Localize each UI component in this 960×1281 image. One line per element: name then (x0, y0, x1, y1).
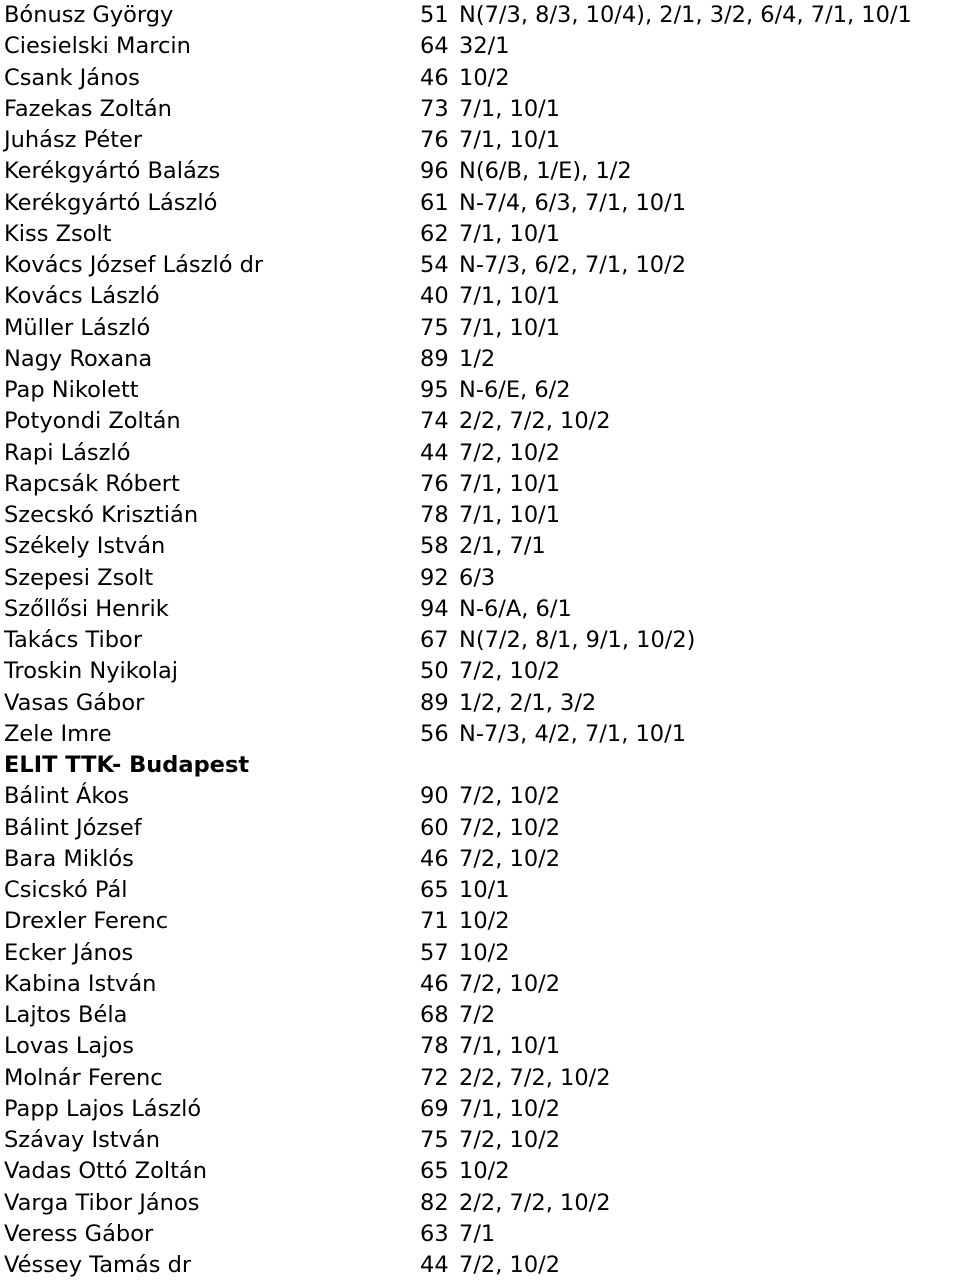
person-codes: 7/1, 10/1 (459, 220, 561, 247)
roster-row (4, 906, 956, 937)
roster-row (4, 125, 956, 156)
person-codes: 7/1, 10/1 (459, 283, 561, 310)
person-codes: N-7/3, 4/2, 7/1, 10/1 (459, 720, 687, 747)
person-codes: 7/1, 10/2 (459, 1095, 561, 1122)
person-name: Rapcsák Róbert (4, 470, 180, 497)
person-name: Szávay István (4, 1127, 160, 1153)
person-codes: 10/2 (459, 908, 510, 935)
person-number: 62 (420, 220, 449, 247)
person-name: Molnár Ferenc (4, 1064, 163, 1091)
person-number: 78 (420, 1033, 449, 1060)
person-codes: N-7/4, 6/3, 7/1, 10/1 (459, 189, 687, 216)
person-name: Kiss Zsolt (4, 220, 112, 247)
person-number: 40 (420, 283, 449, 310)
person-codes: N(6/B, 1/E), 1/2 (459, 158, 632, 185)
person-number: 96 (420, 158, 449, 185)
person-name: Lovas Lajos (4, 1033, 134, 1060)
person-codes: 7/2, 10/2 (459, 658, 561, 685)
person-number: 61 (420, 189, 449, 216)
roster-row (4, 1031, 956, 1062)
person-name: Szecskó Krisztián (4, 502, 199, 528)
person-codes: 7/1 (459, 1220, 496, 1247)
roster-row (4, 875, 956, 906)
person-name: Troskin Nyikolaj (4, 658, 179, 685)
person-codes: 7/2, 10/2 (459, 783, 561, 810)
roster-row (4, 438, 956, 469)
person-number: 58 (420, 533, 449, 560)
person-codes: 7/2, 10/2 (459, 845, 561, 872)
person-number: 72 (420, 1064, 449, 1091)
person-name: Takács Tibor (4, 627, 143, 653)
roster-row (4, 250, 956, 281)
roster-row (4, 1250, 956, 1281)
roster-row (4, 688, 956, 719)
person-name: Lajtos Béla (4, 1002, 128, 1028)
person-codes: 1/2, 2/1, 3/2 (459, 689, 597, 716)
person-name: Fazekas Zoltán (4, 95, 172, 122)
person-number: 46 (420, 64, 449, 91)
person-number: 60 (420, 814, 449, 841)
section-heading (4, 750, 956, 781)
person-codes: 7/2, 10/2 (459, 439, 561, 466)
person-number: 68 (420, 1002, 449, 1028)
person-number: 75 (420, 1127, 449, 1153)
person-name: Pap Nikolett (4, 377, 139, 403)
roster-row (4, 500, 956, 531)
person-name: Drexler Ferenc (4, 908, 169, 935)
person-name: Bálint Ákos (4, 783, 130, 810)
person-number: 64 (420, 33, 449, 60)
person-number: 76 (420, 127, 449, 153)
person-name: Bara Miklós (4, 845, 134, 872)
person-name: Csicskó Pál (4, 877, 128, 903)
person-name: Csank János (4, 64, 140, 91)
person-name: Veress Gábor (4, 1220, 154, 1247)
person-codes: 7/1, 10/1 (459, 1033, 561, 1060)
roster-row (4, 1063, 956, 1094)
person-codes: 2/2, 7/2, 10/2 (459, 408, 611, 435)
person-name: Bónusz György (4, 2, 174, 28)
person-name: Nagy Roxana (4, 345, 153, 372)
person-name: Szőllősi Henrik (4, 595, 169, 622)
roster-row (4, 0, 956, 31)
person-number: 44 (420, 439, 449, 466)
person-name: Ciesielski Marcin (4, 33, 191, 60)
person-codes: 1/2 (459, 345, 496, 372)
person-name: Juhász Péter (4, 127, 143, 153)
roster-row (4, 719, 956, 750)
roster-list (4, 0, 956, 1281)
person-name: Rapi László (4, 439, 131, 466)
person-name: Ecker János (4, 939, 134, 966)
roster-row (4, 406, 956, 437)
person-name: Potyondi Zoltán (4, 408, 181, 435)
person-codes: 2/1, 7/1 (459, 533, 546, 560)
person-codes: 7/2 (459, 1002, 496, 1028)
person-number: 51 (420, 2, 449, 28)
section-heading-text: ELIT TTK- Budapest (4, 752, 250, 778)
person-number: 65 (420, 877, 449, 903)
person-number: 82 (420, 1189, 449, 1216)
person-number: 76 (420, 470, 449, 497)
roster-row (4, 63, 956, 94)
roster-row (4, 344, 956, 375)
person-codes: 7/1, 10/1 (459, 95, 561, 122)
person-number: 46 (420, 970, 449, 997)
roster-row (4, 31, 956, 62)
person-number: 56 (420, 720, 449, 747)
person-codes: 10/2 (459, 1158, 510, 1185)
person-name: Zele Imre (4, 720, 112, 747)
roster-row (4, 969, 956, 1000)
roster-row (4, 1125, 956, 1156)
roster-row (4, 781, 956, 812)
person-number: 95 (420, 377, 449, 403)
roster-row (4, 313, 956, 344)
person-codes: 10/1 (459, 877, 510, 903)
person-name: Varga Tibor János (4, 1189, 200, 1216)
person-number: 65 (420, 1158, 449, 1185)
roster-row (4, 281, 956, 312)
person-name: Bálint József (4, 814, 142, 841)
person-codes: N-6/A, 6/1 (459, 595, 572, 622)
person-codes: N-7/3, 6/2, 7/1, 10/2 (459, 252, 687, 278)
person-codes: 7/1, 10/1 (459, 127, 561, 153)
person-codes: 7/1, 10/1 (459, 502, 561, 528)
person-number: 50 (420, 658, 449, 685)
person-name: Vasas Gábor (4, 689, 145, 716)
person-codes: 7/1, 10/1 (459, 314, 561, 341)
person-name: Kerékgyártó Balázs (4, 158, 221, 185)
person-number: 78 (420, 502, 449, 528)
roster-row (4, 1219, 956, 1250)
person-name: Székely István (4, 533, 166, 560)
person-codes: 7/2, 10/2 (459, 970, 561, 997)
person-codes: N(7/2, 8/1, 9/1, 10/2) (459, 627, 696, 653)
person-codes: 7/2, 10/2 (459, 1252, 561, 1278)
person-number: 67 (420, 627, 449, 653)
roster-row (4, 156, 956, 187)
person-name: Kabina István (4, 970, 157, 997)
person-name: Kovács László (4, 283, 160, 310)
person-codes: 10/2 (459, 64, 510, 91)
person-number: 46 (420, 845, 449, 872)
person-number: 75 (420, 314, 449, 341)
person-name: Vadas Ottó Zoltán (4, 1158, 207, 1185)
person-codes: 7/2, 10/2 (459, 814, 561, 841)
roster-row (4, 469, 956, 500)
person-codes: 7/1, 10/1 (459, 470, 561, 497)
person-number: 94 (420, 595, 449, 622)
person-codes: N-6/E, 6/2 (459, 377, 571, 403)
person-name: Müller László (4, 314, 151, 341)
person-name: Papp Lajos László (4, 1095, 202, 1122)
person-name: Véssey Tamás dr (4, 1252, 192, 1278)
person-number: 69 (420, 1095, 449, 1122)
person-codes: 10/2 (459, 939, 510, 966)
roster-row (4, 1188, 956, 1219)
roster-row (4, 938, 956, 969)
person-number: 44 (420, 1252, 449, 1278)
roster-row (4, 844, 956, 875)
person-number: 92 (420, 564, 449, 591)
person-name: Kerékgyártó László (4, 189, 218, 216)
roster-row (4, 1094, 956, 1125)
person-number: 71 (420, 908, 449, 935)
person-number: 74 (420, 408, 449, 435)
person-codes: 7/2, 10/2 (459, 1127, 561, 1153)
person-number: 63 (420, 1220, 449, 1247)
roster-row (4, 594, 956, 625)
person-name: Szepesi Zsolt (4, 564, 154, 591)
roster-row (4, 531, 956, 562)
roster-row (4, 188, 956, 219)
person-number: 89 (420, 345, 449, 372)
person-codes: 2/2, 7/2, 10/2 (459, 1189, 611, 1216)
roster-row (4, 375, 956, 406)
person-number: 89 (420, 689, 449, 716)
person-number: 54 (420, 252, 449, 278)
person-codes: 32/1 (459, 33, 510, 60)
person-number: 57 (420, 939, 449, 966)
roster-row (4, 656, 956, 687)
roster-row (4, 813, 956, 844)
roster-row (4, 94, 956, 125)
person-name: Kovács József László dr (4, 252, 264, 278)
person-codes: N(7/3, 8/3, 10/4), 2/1, 3/2, 6/4, 7/1, 10/1 (459, 2, 912, 28)
person-codes: 6/3 (459, 564, 496, 591)
person-codes: 2/2, 7/2, 10/2 (459, 1064, 611, 1091)
person-number: 90 (420, 783, 449, 810)
roster-row (4, 219, 956, 250)
roster-row (4, 1000, 956, 1031)
person-number: 73 (420, 95, 449, 122)
roster-row (4, 563, 956, 594)
roster-row (4, 625, 956, 656)
roster-row (4, 1156, 956, 1187)
